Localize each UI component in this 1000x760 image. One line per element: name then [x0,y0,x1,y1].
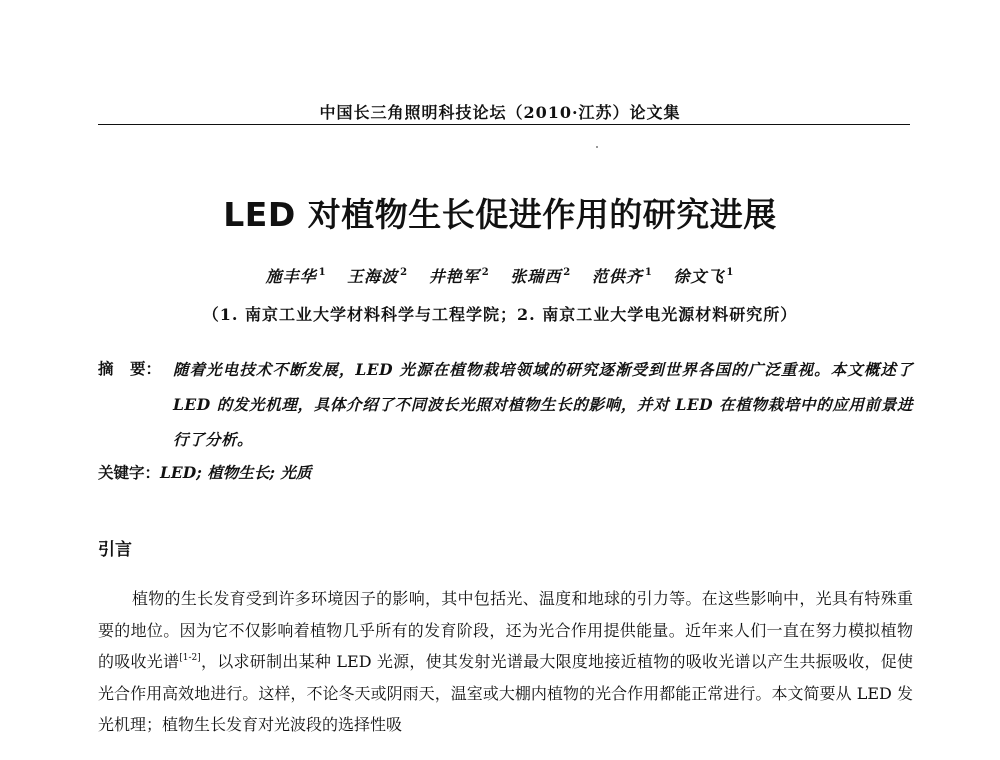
author [592,267,653,286]
affiliation-mark: 2 [400,267,409,278]
affiliation-mark: 2 [481,267,490,278]
abstract-text: 随着光电技术不断发展，LED 光源在植物栽培领域的研究逐渐受到世界各国的广泛重视。本文概述了 LED 的发光机理，具体介绍了不同波长光照对植物生长的影响，并对 LED 在植物栽培中的应用前景进行了分析。 [173,360,913,449]
abstract-block [98,352,913,457]
author [429,267,490,286]
author-name: 徐文飞 [673,267,725,286]
abstract-label-first: 摘 [98,360,114,378]
scan-speck [596,146,598,148]
author [266,267,327,286]
affiliation-mark: 1 [726,267,735,278]
citation-mark: [1-2] [179,653,201,663]
keywords-line [98,458,311,488]
affiliation-mark: 1 [318,267,327,278]
author-list [0,264,1000,287]
keywords-label: 关键字： [98,464,161,482]
header-rule [98,124,910,125]
affiliation-line: （1. 南京工业大学材料科学与工程学院；2. 南京工业大学电光源材料研究所） [202,305,798,324]
author-name: 施丰华 [265,267,317,286]
section-heading-introduction: 引言 [98,540,132,560]
keywords-text: LED; 植物生长; 光质 [160,463,312,482]
author-name: 张瑞西 [510,267,562,286]
body-text-part2: ，以求研制出某种 LED 光源，使其发射光谱最大限度地接近植物的吸收光谱以产生共振吸收，促使光合作用高效地进行。这样，不论冬天或阴雨天，温室或大棚内植物的光合作用都能正常进行。本文简要从 LED 发光机理；植物生长发育对光波段的选择性吸 [98,652,913,734]
author [347,267,408,286]
author-name: 井艳军 [428,267,480,286]
author [673,267,734,286]
article-title: LED 对植物生长促进作用的研究进展 [223,195,777,234]
author [510,267,571,286]
author-name: 王海波 [347,267,399,286]
author-name: 范供齐 [591,267,643,286]
affiliation-mark: 1 [644,267,653,278]
running-head: 中国长三角照明科技论坛（2010·江苏）论文集 [319,103,681,122]
abstract-label-rest: 要： [130,360,162,378]
body-paragraph [98,583,913,741]
abstract-label [98,352,170,387]
affiliation-mark: 2 [563,267,572,278]
body-text-part1: 植物的生长发育受到许多环境因子的影响，其中包括光、温度和地球的引力等。在这些影响中，光具有特殊重要的地位。因为它不仅影响着植物几乎所有的发育阶段，还为光合作用提供能量。近年来人们一直在努力模拟植物的吸收光谱 [98,589,913,671]
